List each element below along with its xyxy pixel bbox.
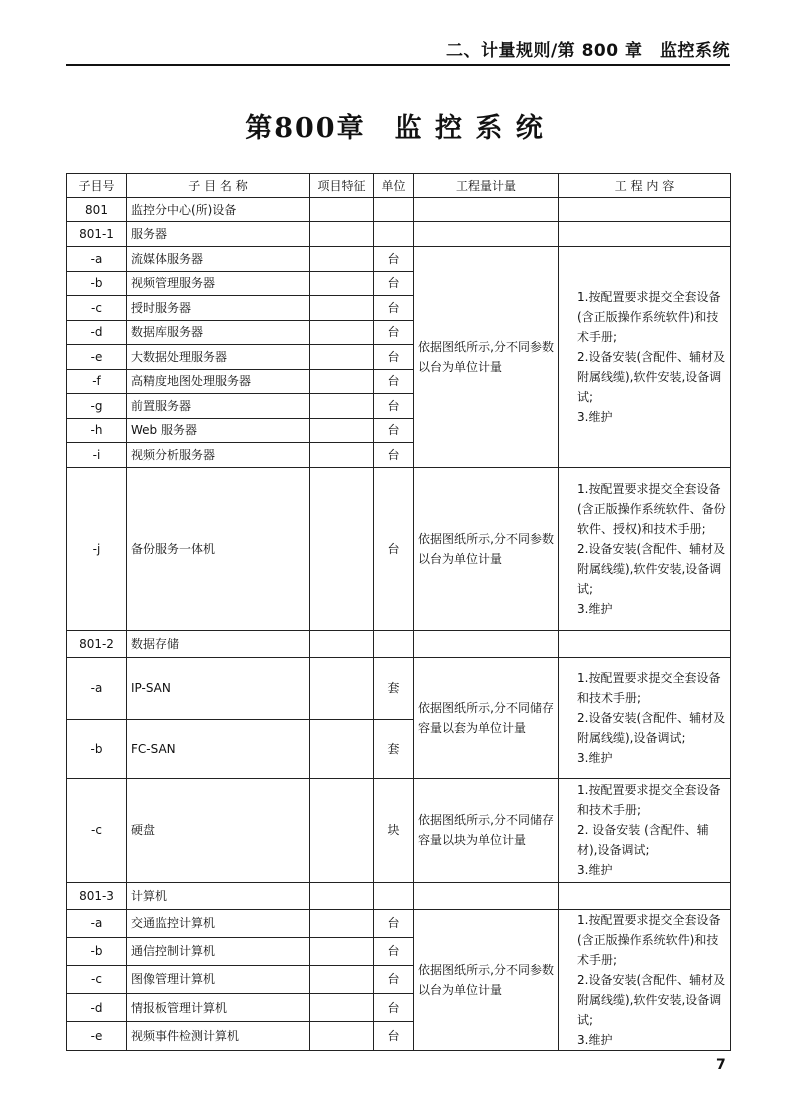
row-name: 流媒体服务器 bbox=[127, 247, 310, 272]
row-name: 视频事件检测计算机 bbox=[127, 1022, 310, 1050]
content-line: 3.维护 bbox=[577, 863, 613, 877]
col-header-name: 子 目 名 称 bbox=[127, 174, 310, 198]
row-unit: 台 bbox=[374, 320, 414, 345]
row-code: -h bbox=[67, 418, 127, 443]
row-code: -e bbox=[67, 1022, 127, 1050]
table-row bbox=[67, 909, 731, 937]
col-header-code: 子目号 bbox=[67, 174, 127, 198]
content-line: 1.按配置要求提交全套设备(含正版操作系统软件)和技术手册; bbox=[577, 912, 721, 967]
row-unit: 台 bbox=[374, 247, 414, 272]
row-name: 大数据处理服务器 bbox=[127, 345, 310, 370]
content-cell bbox=[559, 467, 731, 630]
row-code: -g bbox=[67, 394, 127, 419]
row-name: 情报板管理计算机 bbox=[127, 994, 310, 1022]
header-rule bbox=[66, 64, 730, 66]
row-code: -a bbox=[67, 657, 127, 719]
content-line: 3.维护 bbox=[577, 409, 613, 424]
row-name: 前置服务器 bbox=[127, 394, 310, 419]
row-unit: 台 bbox=[374, 271, 414, 296]
row-code: -c bbox=[67, 778, 127, 882]
row-name: 授时服务器 bbox=[127, 296, 310, 321]
content-line: 3.维护 bbox=[577, 1032, 613, 1047]
page-title: 第800章 监 控 系 统 bbox=[245, 113, 545, 144]
row-unit: 套 bbox=[374, 719, 414, 778]
row-code: -c bbox=[67, 296, 127, 321]
page-number: 7 bbox=[716, 1057, 726, 1073]
row-name: 通信控制计算机 bbox=[127, 937, 310, 965]
row-code: -b bbox=[67, 719, 127, 778]
row-name: 高精度地图处理服务器 bbox=[127, 369, 310, 394]
measure-cell: 依据图纸所示,分不同参数以台为单位计量 bbox=[414, 247, 559, 468]
measure-cell: 依据图纸所示,分不同参数以台为单位计量 bbox=[414, 467, 559, 630]
row-code: 801-2 bbox=[67, 630, 127, 657]
table-header-row bbox=[67, 174, 731, 198]
row-name: 数据库服务器 bbox=[127, 320, 310, 345]
row-name: 硬盘 bbox=[127, 778, 310, 882]
content-line: 1.按配置要求提交全套设备(含正版操作系统软件、备份软件、授权)和技术手册; bbox=[577, 481, 726, 536]
measure-cell: 依据图纸所示,分不同参数以台为单位计量 bbox=[414, 909, 559, 1050]
row-unit: 台 bbox=[374, 394, 414, 419]
table-row bbox=[67, 467, 731, 630]
row-name: 交通监控计算机 bbox=[127, 909, 310, 937]
row-unit: 台 bbox=[374, 965, 414, 993]
table-row bbox=[67, 222, 731, 247]
content-cell bbox=[559, 909, 731, 1050]
row-unit: 台 bbox=[374, 994, 414, 1022]
row-code: -c bbox=[67, 965, 127, 993]
col-header-unit: 单位 bbox=[374, 174, 414, 198]
content-line: 1.按配置要求提交全套设备和技术手册; bbox=[577, 783, 721, 817]
row-code: -a bbox=[67, 247, 127, 272]
row-unit: 块 bbox=[374, 778, 414, 882]
row-name: Web 服务器 bbox=[127, 418, 310, 443]
content-cell bbox=[559, 247, 731, 468]
table-row bbox=[67, 247, 731, 272]
row-code: 801-3 bbox=[67, 882, 127, 909]
row-name: 服务器 bbox=[127, 222, 310, 247]
content-cell bbox=[559, 778, 731, 882]
content-line: 2. 设备安装 (含配件、辅材),设备调试; bbox=[577, 823, 709, 857]
col-header-content: 工 程 内 容 bbox=[559, 174, 731, 198]
row-unit: 台 bbox=[374, 1022, 414, 1050]
row-name: 备份服务一体机 bbox=[127, 467, 310, 630]
row-name: FC-SAN bbox=[127, 719, 310, 778]
billing-rules-table bbox=[66, 173, 731, 1051]
table-row bbox=[67, 630, 731, 657]
content-line: 1.按配置要求提交全套设备和技术手册; bbox=[577, 670, 721, 705]
row-name: IP-SAN bbox=[127, 657, 310, 719]
content-line: 3.维护 bbox=[577, 750, 613, 765]
row-unit: 台 bbox=[374, 296, 414, 321]
row-unit: 台 bbox=[374, 369, 414, 394]
row-unit: 台 bbox=[374, 467, 414, 630]
measure-cell: 依据图纸所示,分不同储存容量以套为单位计量 bbox=[414, 657, 559, 778]
row-unit: 台 bbox=[374, 443, 414, 468]
row-unit: 台 bbox=[374, 345, 414, 370]
row-code: -f bbox=[67, 369, 127, 394]
table-row bbox=[67, 778, 731, 882]
row-code: -d bbox=[67, 994, 127, 1022]
table-row bbox=[67, 657, 731, 719]
row-code: -j bbox=[67, 467, 127, 630]
row-name: 图像管理计算机 bbox=[127, 965, 310, 993]
content-line: 1.按配置要求提交全套设备(含正版操作系统软件)和技术手册; bbox=[577, 289, 721, 344]
row-name: 视频管理服务器 bbox=[127, 271, 310, 296]
table-row bbox=[67, 882, 731, 909]
content-line: 2.设备安装(含配件、辅材及附属线缆),软件安装,设备调试; bbox=[577, 541, 726, 596]
measure-cell: 依据图纸所示,分不同储存容量以块为单位计量 bbox=[414, 778, 559, 882]
content-line: 3.维护 bbox=[577, 601, 613, 616]
col-header-feature: 项目特征 bbox=[310, 174, 374, 198]
row-code: -b bbox=[67, 271, 127, 296]
row-code: -b bbox=[67, 937, 127, 965]
row-name: 监控分中心(所)设备 bbox=[127, 198, 310, 222]
content-line: 2.设备安装(含配件、辅材及附属线缆),软件安装,设备调试; bbox=[577, 972, 726, 1027]
row-name: 视频分析服务器 bbox=[127, 443, 310, 468]
row-unit: 台 bbox=[374, 909, 414, 937]
row-name: 计算机 bbox=[127, 882, 310, 909]
row-unit: 台 bbox=[374, 937, 414, 965]
row-code: -e bbox=[67, 345, 127, 370]
running-header: 二、计量规则/第 800 章 监控系统 bbox=[445, 41, 730, 61]
row-code: 801 bbox=[67, 198, 127, 222]
table-row bbox=[67, 198, 731, 222]
content-cell bbox=[559, 657, 731, 778]
row-name: 数据存储 bbox=[127, 630, 310, 657]
row-unit: 台 bbox=[374, 418, 414, 443]
row-code: 801-1 bbox=[67, 222, 127, 247]
content-line: 2.设备安装(含配件、辅材及附属线缆),软件安装,设备调试; bbox=[577, 349, 726, 404]
col-header-measure: 工程量计量 bbox=[414, 174, 559, 198]
row-code: -i bbox=[67, 443, 127, 468]
row-code: -d bbox=[67, 320, 127, 345]
content-line: 2.设备安装(含配件、辅材及附属线缆),设备调试; bbox=[577, 710, 726, 745]
row-code: -a bbox=[67, 909, 127, 937]
row-unit: 套 bbox=[374, 657, 414, 719]
